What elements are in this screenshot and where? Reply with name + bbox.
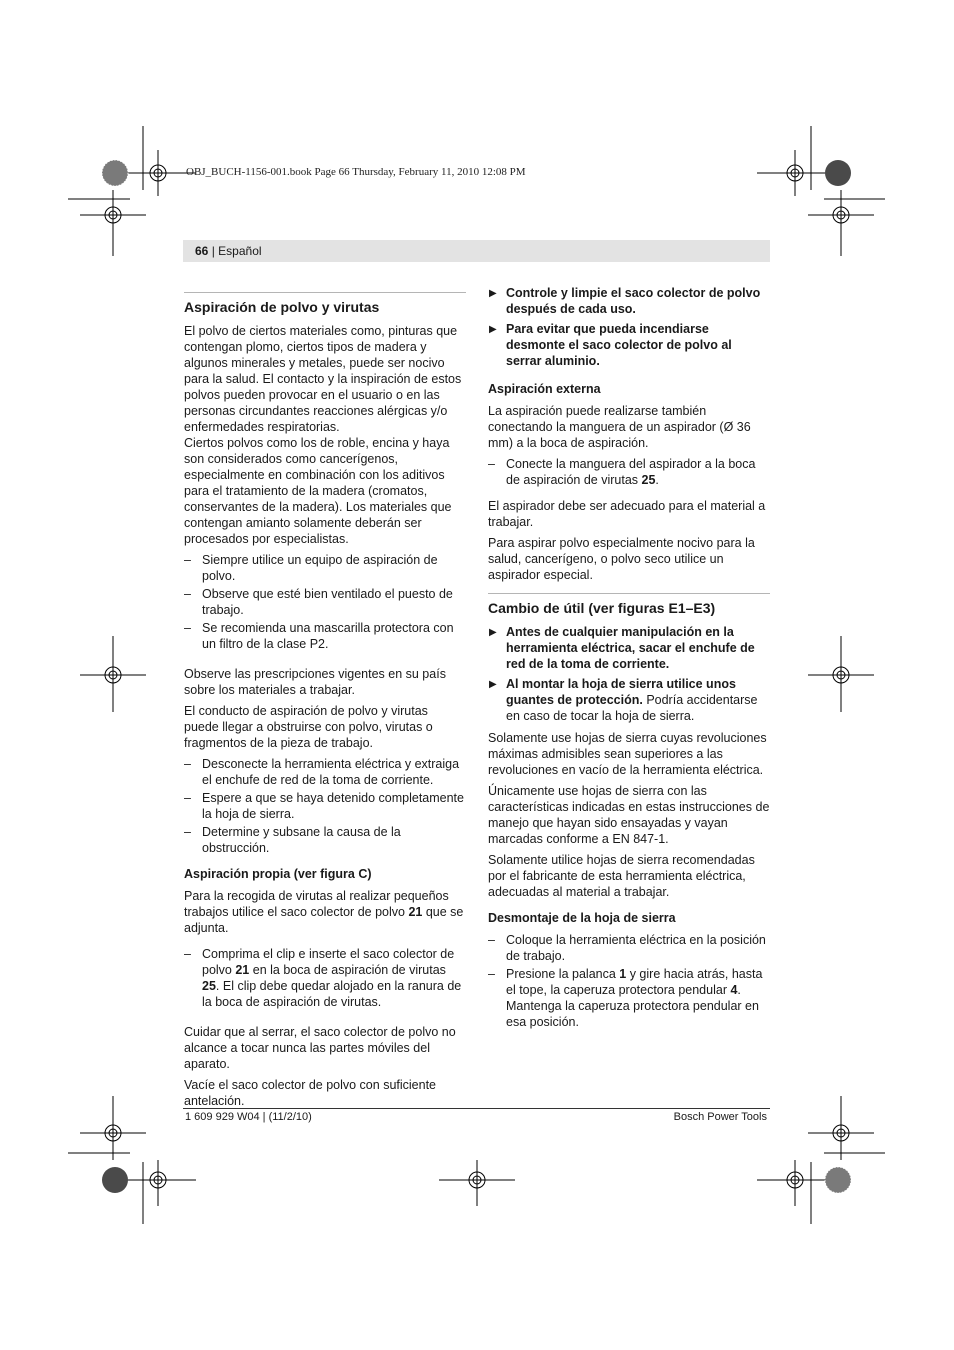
text: Presione la palanca bbox=[506, 967, 620, 981]
ref-number: 25 bbox=[641, 473, 656, 487]
text: Al montar la hoja de sierra utilice unos guantes de protección. bbox=[506, 677, 736, 707]
header-separator: | bbox=[211, 244, 215, 258]
paragraph: Únicamente use hojas de sierra con las características indicadas en estas instrucciones de manejo que hayan sido ensayadas y vayan marcadas conforme a EN 847-1. bbox=[488, 784, 770, 846]
text: Antes de cualquier manipulación en la herramienta eléctrica, sacar el enchufe de red de la toma de corriente. bbox=[506, 625, 755, 671]
page-header-bar bbox=[183, 240, 770, 262]
text: Podría accidentarse en caso de tocar la hoja de sierra. bbox=[506, 693, 758, 723]
list-item: – Observe que esté bien ventilado el puesto de trabajo. bbox=[184, 586, 466, 618]
triangle-bullet-icon: ▶ bbox=[489, 679, 497, 690]
paragraph: Para aspirar polvo especialmente nocivo para la salud, cancerígeno, o polvo seco utilice un aspirador especial. bbox=[488, 536, 755, 582]
dash-list bbox=[488, 932, 770, 1030]
list-item: – Espere a que se haya detenido completamente la hoja de sierra. bbox=[184, 790, 466, 822]
list-item bbox=[184, 946, 466, 1010]
warning-item bbox=[488, 624, 770, 672]
dash-list bbox=[184, 756, 466, 856]
text: Conecte la manguera del aspirador a la boca de aspiración de virutas bbox=[506, 457, 756, 487]
page-header bbox=[195, 244, 262, 258]
list-item: – Desconecte la herramienta eléctrica y extraiga el enchufe de red de la toma de corriente. bbox=[184, 756, 466, 788]
page-footer bbox=[183, 1108, 770, 1123]
text: Controle y limpie el saco colector de polvo después de cada uso. bbox=[506, 286, 761, 316]
dash-list bbox=[184, 946, 466, 1010]
brand-name: Bosch Power Tools bbox=[673, 1111, 767, 1123]
section-rule bbox=[488, 593, 770, 594]
paragraph: Cuidar que al serrar, el saco colector de polvo no alcance a tocar nunca las partes móviles del aparato. bbox=[184, 1025, 456, 1071]
list-item: – Coloque la herramienta eléctrica en la posición de trabajo. bbox=[488, 932, 770, 964]
list-item: – Siempre utilice un equipo de aspiración de polvo. bbox=[184, 552, 466, 584]
text: Para evitar que pueda incendiarse desmonte el saco colector de polvo al serrar aluminio. bbox=[506, 322, 732, 368]
dash-list bbox=[488, 456, 770, 488]
ref-number: 21 bbox=[235, 963, 250, 977]
section-heading-dust-extraction: Aspiración de polvo y virutas bbox=[184, 299, 380, 315]
paragraph bbox=[184, 888, 466, 936]
paragraph: Ciertos polvos como los de roble, encina y haya son considerados como cancerígenos, especialmente en combinación con los aditivos para el tratamiento de la madera (cromatos, conservantes de la madera). Los materiales que contengan amianto solamente deberán ser procesados por especialistas. bbox=[184, 436, 452, 546]
subheading-blade-removal: Desmontaje de la hoja de sierra bbox=[488, 911, 676, 925]
paragraph: La aspiración puede realizarse también conectando la manguera de un aspirador (Ø 36 mm) a la boca de aspiración. bbox=[488, 404, 751, 450]
warning-item bbox=[488, 676, 770, 724]
right-column bbox=[488, 285, 770, 1036]
list-item bbox=[488, 966, 770, 1030]
text: y gire hacia atrás, hasta el tope, la caperuza protectora pendular bbox=[506, 967, 763, 997]
header-language: Español bbox=[218, 244, 262, 258]
paragraph: Observe las prescripciones vigentes en su país sobre los materiales a trabajar. bbox=[184, 667, 446, 697]
paragraph: Solamente use hojas de sierra cuyas revoluciones máximas admisibles sean superiores a las revoluciones en vacío de la herramienta eléctrica. bbox=[488, 731, 767, 777]
text: en la boca de aspiración de virutas bbox=[249, 963, 446, 977]
text: Para la recogida de virutas al realizar pequeños trabajos utilice el saco colector de polvo bbox=[184, 889, 449, 919]
text: . Mantenga la caperuza protectora pendular en esa posición. bbox=[506, 983, 759, 1029]
triangle-bullet-icon: ▶ bbox=[489, 288, 497, 299]
list-item bbox=[488, 456, 770, 488]
warning-list bbox=[488, 285, 770, 369]
list-item: – Determine y subsane la causa de la obstrucción. bbox=[184, 824, 466, 856]
page-number: 66 bbox=[195, 244, 209, 258]
ref-number: 25 bbox=[202, 979, 216, 993]
text: que se adjunta. bbox=[184, 905, 464, 935]
paragraph: El polvo de ciertos materiales como, pinturas que contengan plomo, ciertos tipos de madera y algunos minerales y metales, puede ser nocivo para la salud. El contacto y la inspiración de estos polvos pueden provocar en el usuario o en las personas circundantes reacciones alérgicas y/o enfermedades respiratorias. bbox=[184, 324, 462, 434]
warning-item bbox=[488, 285, 770, 317]
text: . El clip debe quedar alojado en la ranura de la boca de aspiración de virutas. bbox=[202, 979, 462, 1009]
left-column bbox=[184, 290, 466, 1114]
dash-list bbox=[184, 552, 466, 652]
paragraph: El aspirador debe ser adecuado para el material a trabajar. bbox=[488, 499, 766, 529]
subheading-external-extraction: Aspiración externa bbox=[488, 382, 601, 396]
text: Comprima el clip e inserte el saco colector de polvo bbox=[202, 947, 455, 977]
section-rule bbox=[184, 292, 466, 293]
paragraph: Vacíe el saco colector de polvo con suficiente antelación. bbox=[184, 1078, 436, 1108]
warning-list bbox=[488, 624, 770, 724]
warning-item bbox=[488, 321, 770, 369]
ref-number: 21 bbox=[408, 905, 423, 919]
triangle-bullet-icon: ▶ bbox=[489, 627, 497, 638]
list-item: – Se recomienda una mascarilla protectora con un filtro de la clase P2. bbox=[184, 620, 466, 652]
ref-number: 1 bbox=[619, 967, 627, 981]
subheading-own-extraction: Aspiración propia (ver figura C) bbox=[184, 867, 372, 881]
section-heading-tool-change: Cambio de útil (ver figuras E1–E3) bbox=[488, 600, 716, 616]
ref-number: 4 bbox=[730, 983, 738, 997]
text: . bbox=[655, 473, 659, 487]
doc-number: 1 609 929 W04 | (11/2/10) bbox=[185, 1111, 312, 1123]
paragraph: El conducto de aspiración de polvo y virutas puede llegar a obstruirse con polvo, virutas o fragmentos de la pieza de trabajo. bbox=[184, 704, 433, 750]
book-file-info: OBJ_BUCH-1156-001.book Page 66 Thursday, February 11, 2010 12:08 PM bbox=[186, 166, 526, 178]
triangle-bullet-icon: ▶ bbox=[489, 324, 497, 335]
paragraph: Solamente utilice hojas de sierra recomendadas por el fabricante de esta herramienta eléctrica, adecuadas al material a trabajar. bbox=[488, 853, 755, 899]
